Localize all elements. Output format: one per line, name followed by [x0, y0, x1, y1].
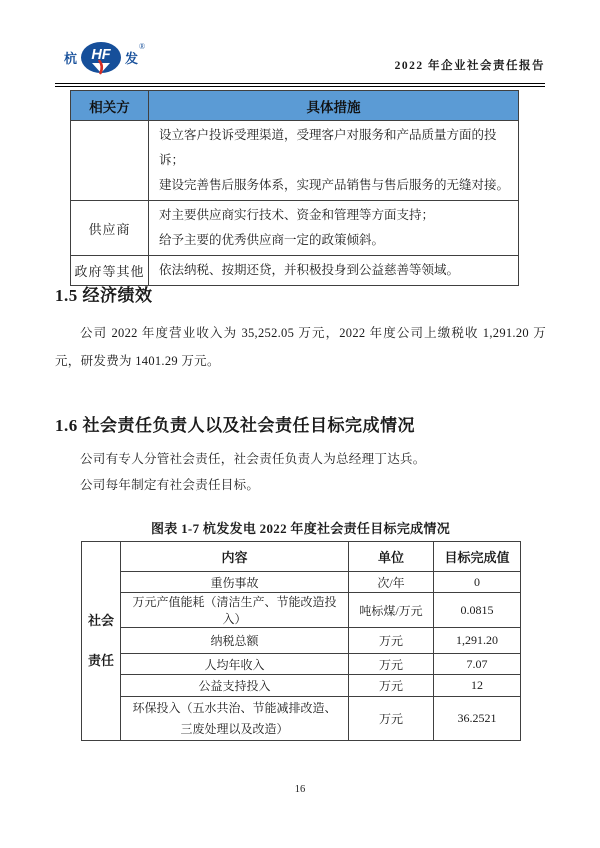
content-cell: 公益支持投入 — [121, 675, 349, 697]
content-cell: 重伤事故 — [121, 572, 349, 593]
value-cell: 36.2521 — [434, 697, 521, 741]
measures-cell — [149, 201, 519, 256]
page-number: 16 — [294, 784, 306, 795]
economic-performance-paragraph: 公司 2022 年度营业收入为 35,252.05 万元，2022 年度公司上缴税收 1,291.20 万元，研发费为 1401.29 万元。 — [55, 326, 546, 368]
measure-line: 给予主要的优秀供应商一定的政策倾斜。 — [159, 233, 385, 247]
section-heading-economic-performance: 1.5 经济绩效 — [55, 286, 153, 305]
group-label-line: 社会 — [87, 613, 114, 628]
header-cell-content: 内容 — [121, 542, 349, 572]
unit-cell: 吨标煤/万元 — [349, 593, 434, 628]
goal-table-caption: 图表 1-7 杭发发电 2022 年度社会责任目标完成情况 — [150, 521, 451, 536]
measure-line: 依法纳税、按期还贷，并积极投身到公益慈善等领域。 — [159, 263, 460, 277]
stakeholder-cell: 供应商 — [71, 201, 149, 256]
csr-paragraph-line: 公司每年制定有社会责任目标。 — [80, 478, 260, 492]
logo-right-character: 发 — [125, 50, 139, 66]
measures-cell — [149, 121, 519, 201]
value-cell: 0.0815 — [434, 593, 521, 628]
goal-completion-table — [81, 541, 521, 741]
table-row — [71, 201, 519, 256]
header-cell-measures: 具体措施 — [149, 91, 519, 121]
header-cell-target-value: 目标完成值 — [434, 542, 521, 572]
table-row — [71, 121, 519, 201]
logo-monogram: HF — [91, 47, 111, 63]
stakeholder-measures-table — [70, 90, 519, 286]
table-row — [82, 675, 521, 697]
group-label-line: 责任 — [87, 653, 114, 668]
measure-line: 设立客户投诉受理渠道，受理客户对服务和产品质量方面的投诉； — [159, 128, 497, 167]
value-cell: 1,291.20 — [434, 628, 521, 654]
value-cell: 7.07 — [434, 654, 521, 675]
table-header-row — [71, 91, 519, 121]
measure-line: 对主要供应商实行技术、资金和管理等方面支持； — [159, 208, 435, 222]
registered-trademark-symbol: ® — [139, 41, 146, 51]
header-cell-unit: 单位 — [349, 542, 434, 572]
unit-cell: 万元 — [349, 697, 434, 741]
content-cell: 环保投入（五水共治、节能减排改造、三废处理以及改造） — [121, 697, 349, 741]
csr-paragraph-line: 公司有专人分管社会责任，社会责任负责人为总经理丁达兵。 — [80, 452, 426, 466]
header-cell-stakeholder: 相关方 — [71, 91, 149, 121]
report-header-title: 2022 年企业社会责任报告 — [394, 60, 545, 72]
row-group-label-cell — [82, 542, 121, 741]
value-cell: 12 — [434, 675, 521, 697]
stakeholder-cell — [71, 121, 149, 201]
content-cell: 人均年收入 — [121, 654, 349, 675]
table-header-row — [82, 542, 521, 572]
section-heading-csr-goals: 1.6 社会责任负责人以及社会责任目标完成情况 — [55, 416, 415, 435]
content-cell: 纳税总额 — [121, 628, 349, 654]
table-row — [82, 572, 521, 593]
unit-cell: 万元 — [349, 628, 434, 654]
measure-line: 建设完善售后服务体系，实现产品销售与售后服务的无缝对接。 — [159, 178, 510, 192]
header-divider-rule — [55, 83, 545, 87]
table-row — [82, 697, 521, 741]
unit-cell: 次/年 — [349, 572, 434, 593]
value-cell: 0 — [434, 572, 521, 593]
table-row — [82, 593, 521, 628]
measures-cell — [149, 256, 519, 286]
logo-left-character: 杭 — [64, 50, 78, 66]
company-logo — [64, 40, 144, 76]
table-row — [82, 654, 521, 675]
csr-goals-paragraphs — [55, 446, 546, 498]
unit-cell: 万元 — [349, 675, 434, 697]
hf-logo-icon — [79, 40, 123, 76]
unit-cell: 万元 — [349, 654, 434, 675]
stakeholder-cell: 政府等其他 — [71, 256, 149, 286]
table-row — [82, 628, 521, 654]
content-cell: 万元产值能耗（清洁生产、节能改造投入） — [121, 593, 349, 628]
